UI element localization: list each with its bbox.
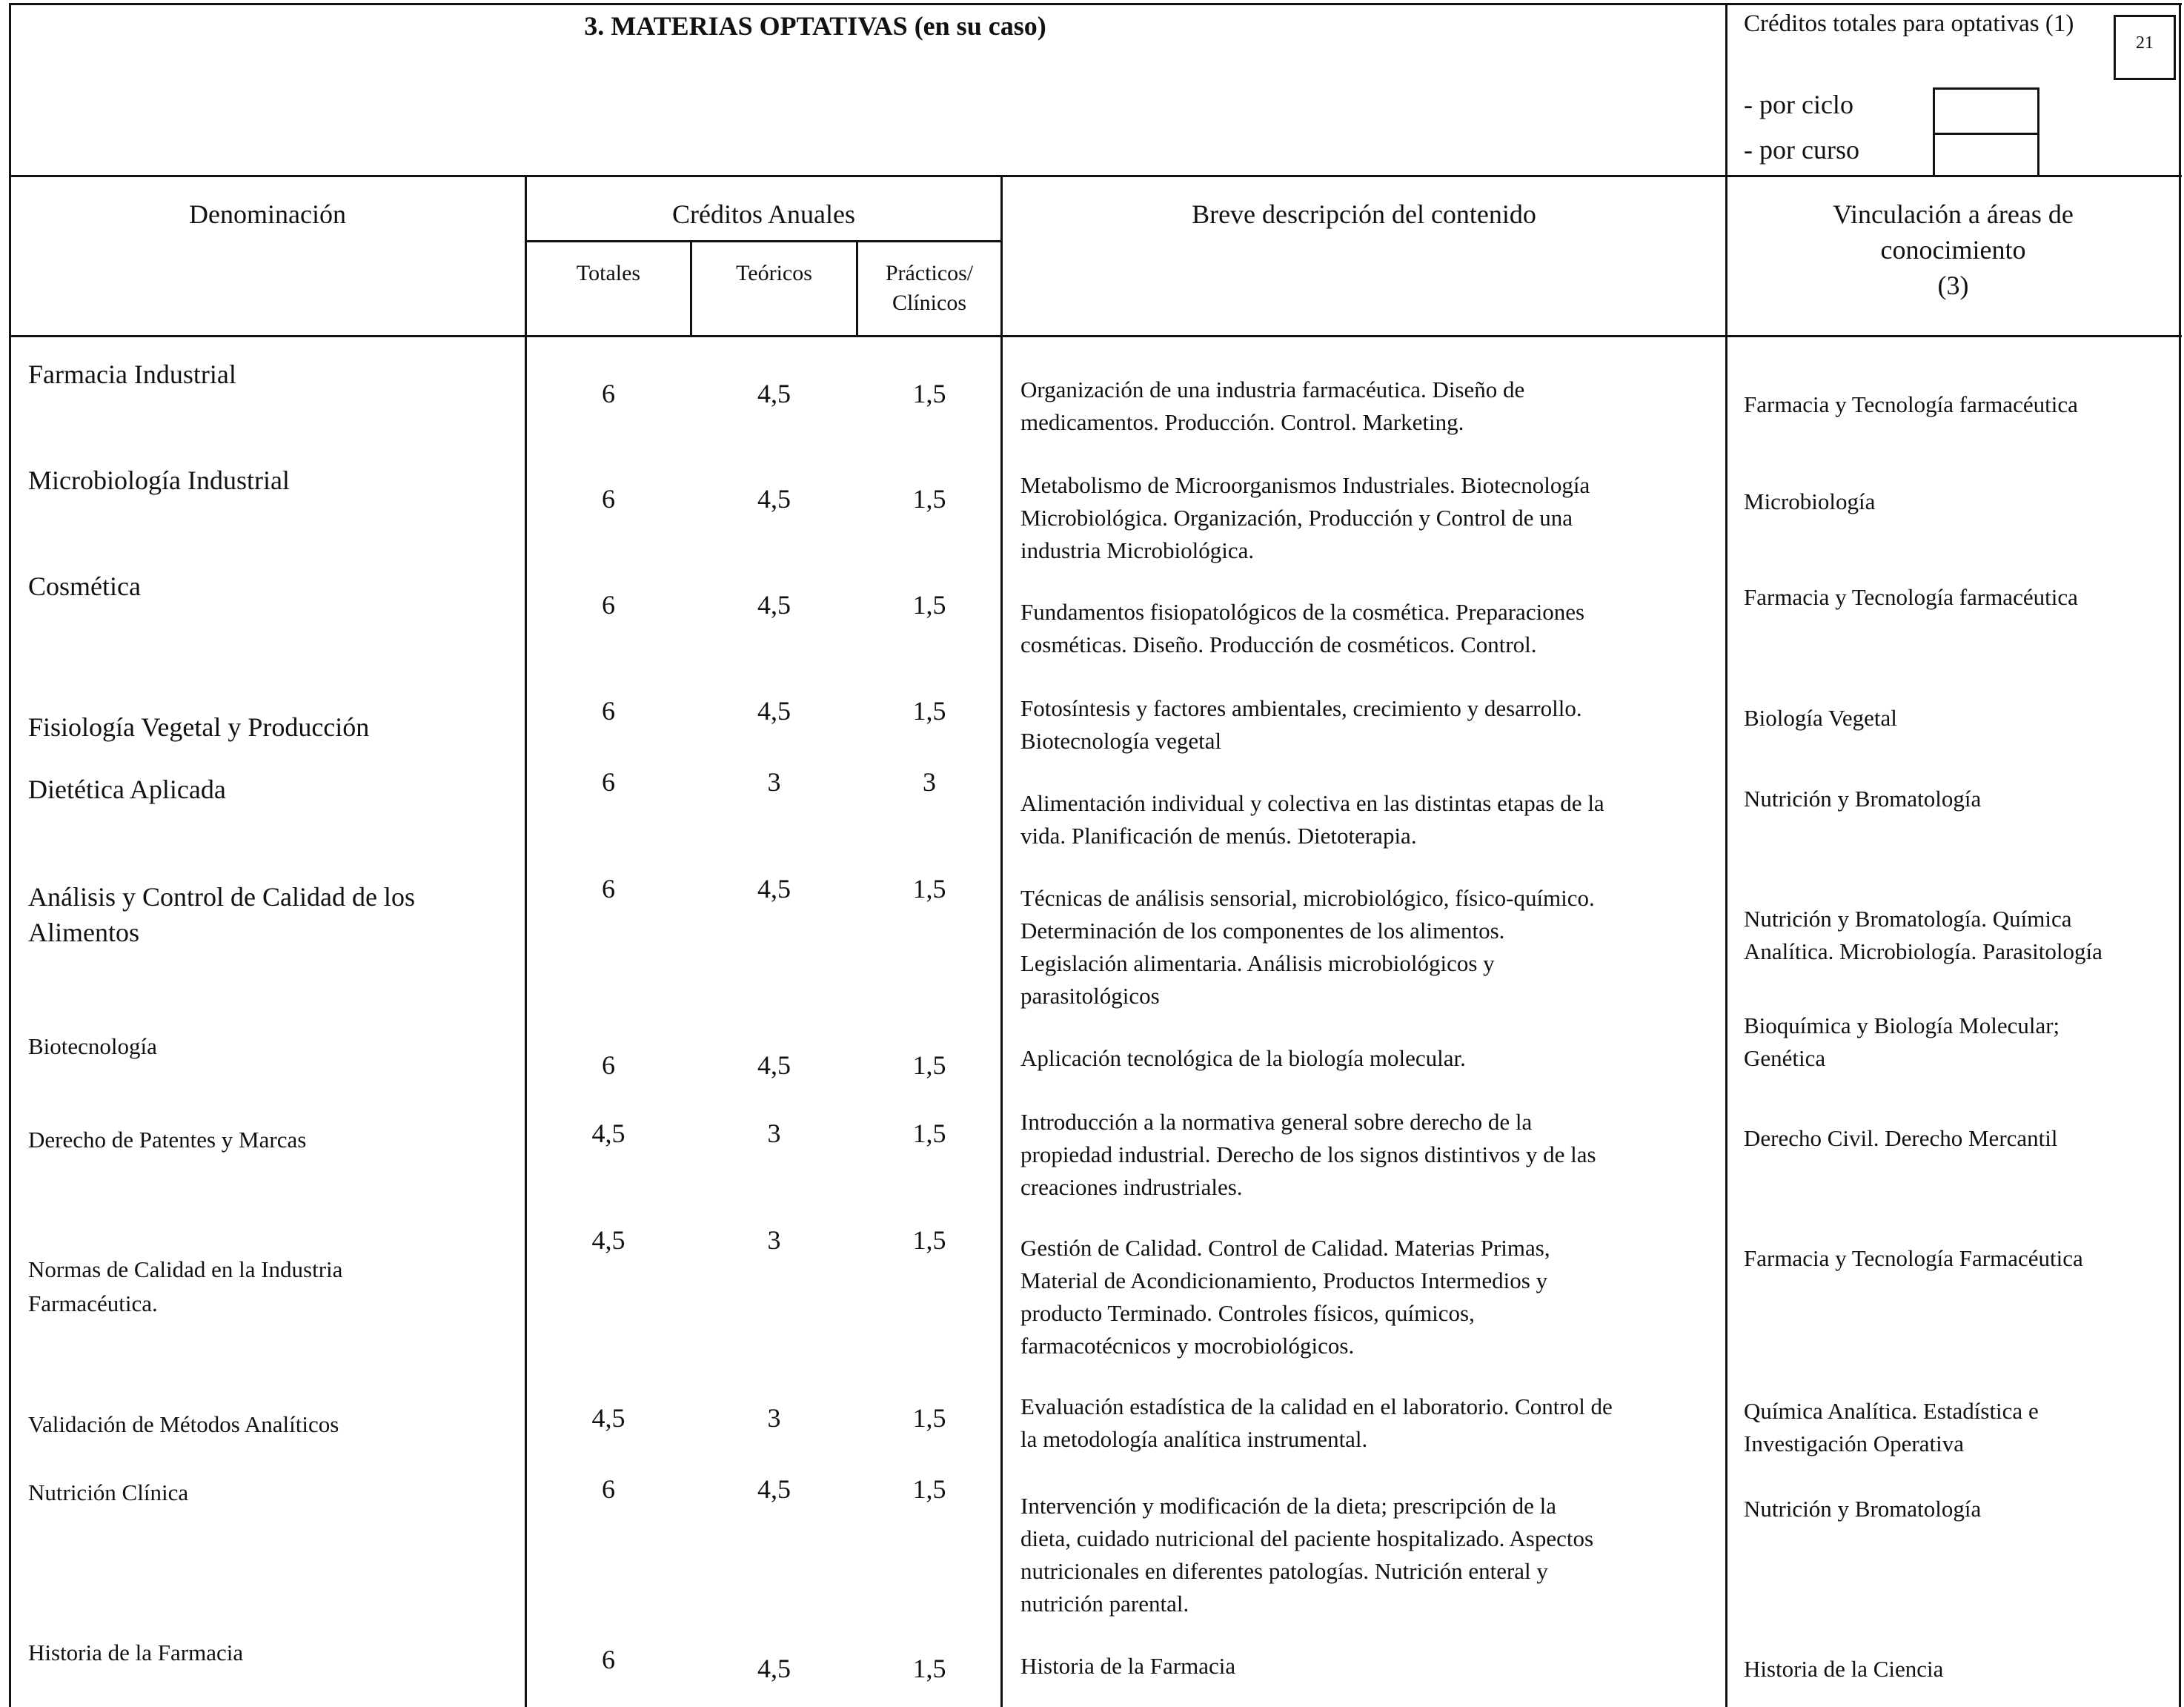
row-area: Química Analítica. Estadística e Investigación Operativa — [1744, 1398, 2039, 1456]
por-curso-label: - por curso — [1744, 135, 1859, 165]
row-practicos: 3 — [923, 767, 936, 797]
row-desc: Organización de una industria farmacéutica. Diseño de medicamentos. Producción. Control. Marketing. — [1020, 377, 1525, 435]
row-practicos: 1,5 — [912, 1654, 946, 1683]
col-teoricos: Teóricos — [736, 261, 812, 285]
row-name: Dietética Aplicada — [28, 775, 226, 804]
frame-top-line — [9, 3, 2182, 5]
row-desc: Técnicas de análisis sensorial, microbiológico, físico-químico. Determinación de los componentes de los alimentos. Legislación alimentaria. Análisis microbiológicos y parasitológicos — [1020, 885, 1595, 1009]
col-vinculacion-3: (3) — [1937, 271, 1969, 300]
divider-totales-teoricos — [690, 240, 692, 337]
col-descripcion: Breve descripción del contenido — [1192, 199, 1536, 229]
por-curso-box — [1933, 133, 2039, 177]
row-area: Historia de la Ciencia — [1744, 1656, 1944, 1682]
row-practicos: 1,5 — [912, 1225, 946, 1255]
row-practicos: 1,5 — [912, 1474, 946, 1504]
row-practicos: 1,5 — [912, 484, 946, 514]
row-area: Microbiología — [1744, 488, 1876, 514]
row-totales: 4,5 — [591, 1225, 625, 1255]
row-name: Validación de Métodos Analíticos — [28, 1411, 339, 1437]
col-vinculacion-1: Vinculación a áreas de — [1833, 199, 2074, 229]
row-teoricos: 4,5 — [757, 1050, 791, 1080]
row-desc: Aplicación tecnológica de la biología molecular. — [1020, 1045, 1466, 1071]
por-ciclo-label: - por ciclo — [1744, 90, 1853, 119]
row-name: Historia de la Farmacia — [28, 1640, 244, 1665]
creditos-totales-label: Créditos totales para optativas (1) — [1744, 10, 2074, 37]
creditos-subheader-line — [525, 240, 1003, 242]
row-practicos: 1,5 — [912, 874, 946, 904]
row-desc: Evaluación estadística de la calidad en el laboratorio. Control de la metodología analítica instrumental. — [1020, 1393, 1613, 1452]
row-totales: 6 — [602, 1050, 615, 1080]
row-practicos: 1,5 — [912, 590, 946, 620]
row-desc: Fundamentos fisiopatológicos de la cosmética. Preparaciones cosméticas. Diseño. Producción de cosméticos. Control. — [1020, 599, 1585, 657]
row-desc: Metabolismo de Microorganismos Industriales. Biotecnología Microbiológica. Organización, Producción y Control de una industria Microbiológica. — [1020, 472, 1590, 563]
col-denominacion: Denominación — [189, 199, 346, 229]
row-teoricos: 4,5 — [757, 379, 791, 408]
row-name: Fisiología Vegetal y Producción — [28, 712, 370, 742]
row-desc: Fotosíntesis y factores ambientales, crecimiento y desarrollo. Biotecnología vegetal — [1020, 695, 1582, 754]
row-area: Farmacia y Tecnología Farmacéutica — [1744, 1245, 2083, 1271]
row-totales: 6 — [602, 874, 615, 904]
row-teoricos: 4,5 — [757, 484, 791, 514]
row-teoricos: 3 — [767, 1403, 781, 1433]
row-totales: 4,5 — [591, 1403, 625, 1433]
row-teoricos: 3 — [767, 1225, 781, 1255]
frame-right-line — [2179, 3, 2181, 1707]
row-area: Derecho Civil. Derecho Mercantil — [1744, 1125, 2058, 1151]
row-practicos: 1,5 — [912, 1118, 946, 1148]
row-totales: 6 — [602, 767, 615, 797]
row-name: Biotecnología — [28, 1033, 157, 1059]
col-practicos-2: Clínicos — [892, 291, 966, 315]
row-totales: 6 — [602, 379, 615, 408]
row-name: Derecho de Patentes y Marcas — [28, 1127, 307, 1153]
col-practicos-1: Prácticos/ — [885, 261, 974, 285]
row-area: Nutrición y Bromatología — [1744, 1496, 1982, 1522]
row-teoricos: 4,5 — [757, 1474, 791, 1504]
row-name: Análisis y Control de Calidad de los Alimentos — [28, 882, 415, 947]
row-totales: 6 — [602, 1645, 615, 1674]
page-title: 3. MATERIAS OPTATIVAS (en su caso) — [584, 11, 1046, 41]
creditos-totales-value: 21 — [2136, 33, 2154, 53]
row-totales: 6 — [602, 484, 615, 514]
row-area: Nutrición y Bromatología — [1744, 786, 1982, 812]
col-creditos-anuales: Créditos Anuales — [672, 199, 855, 229]
row-teoricos: 4,5 — [757, 1654, 791, 1683]
row-name: Microbiología Industrial — [28, 465, 290, 495]
row-practicos: 1,5 — [912, 696, 946, 726]
row-area: Farmacia y Tecnología farmacéutica — [1744, 584, 2078, 610]
col-vinculacion-2: conocimiento — [1880, 235, 2026, 265]
row-area: Nutrición y Bromatología. Química Analítica. Microbiología. Parasitología — [1744, 906, 2102, 964]
row-desc: Gestión de Calidad. Control de Calidad. Materias Primas, Material de Acondicionamiento, Productos Intermedios y producto Terminado. Controles físicos, químicos, farmacotécnicos y mocrobiológicos. — [1020, 1235, 1550, 1359]
row-teoricos: 4,5 — [757, 874, 791, 904]
creditos-totales-box — [2114, 15, 2176, 80]
row-desc: Historia de la Farmacia — [1020, 1653, 1236, 1679]
row-practicos: 1,5 — [912, 1050, 946, 1080]
row-area: Farmacia y Tecnología farmacéutica — [1744, 391, 2078, 417]
divider-teoricos-practicos — [856, 240, 858, 337]
row-totales: 6 — [602, 696, 615, 726]
row-totales: 6 — [602, 590, 615, 620]
header-bottom-line — [9, 175, 2182, 177]
row-teoricos: 4,5 — [757, 590, 791, 620]
row-name: Farmacia Industrial — [28, 359, 236, 389]
row-totales: 4,5 — [591, 1118, 625, 1148]
row-teoricos: 3 — [767, 767, 781, 797]
row-practicos: 1,5 — [912, 379, 946, 408]
por-ciclo-box — [1933, 87, 2039, 135]
row-practicos: 1,5 — [912, 1403, 946, 1433]
row-area: Biología Vegetal — [1744, 705, 1897, 731]
divider-credits-desc — [1000, 175, 1003, 1707]
row-desc: Introducción a la normativa general sobre derecho de la propiedad industrial. Derecho de los signos distintivos y de las creaciones indrustriales. — [1020, 1109, 1596, 1200]
row-teoricos: 4,5 — [757, 696, 791, 726]
row-desc: Intervención y modificación de la dieta; prescripción de la dieta, cuidado nutricional del paciente hospitalizado. Aspectos nutricionales en diferentes patologías. Nutrición enteral y nutrición parental. — [1020, 1493, 1594, 1617]
row-name: Cosmética — [28, 571, 141, 601]
column-header-bottom-line — [9, 335, 2182, 337]
row-desc: Alimentación individual y colectiva en las distintas etapas de la vida. Planificación de menús. Dietoterapia. — [1020, 790, 1604, 849]
row-totales: 6 — [602, 1474, 615, 1504]
row-area: Bioquímica y Biología Molecular; Genética — [1744, 1012, 2060, 1071]
frame-left-line — [9, 3, 11, 1707]
col-totales: Totales — [576, 261, 641, 285]
row-teoricos: 3 — [767, 1118, 781, 1148]
row-name: Nutrición Clínica — [28, 1479, 189, 1505]
row-name: Normas de Calidad en la Industria Farmacéutica. — [28, 1256, 343, 1316]
